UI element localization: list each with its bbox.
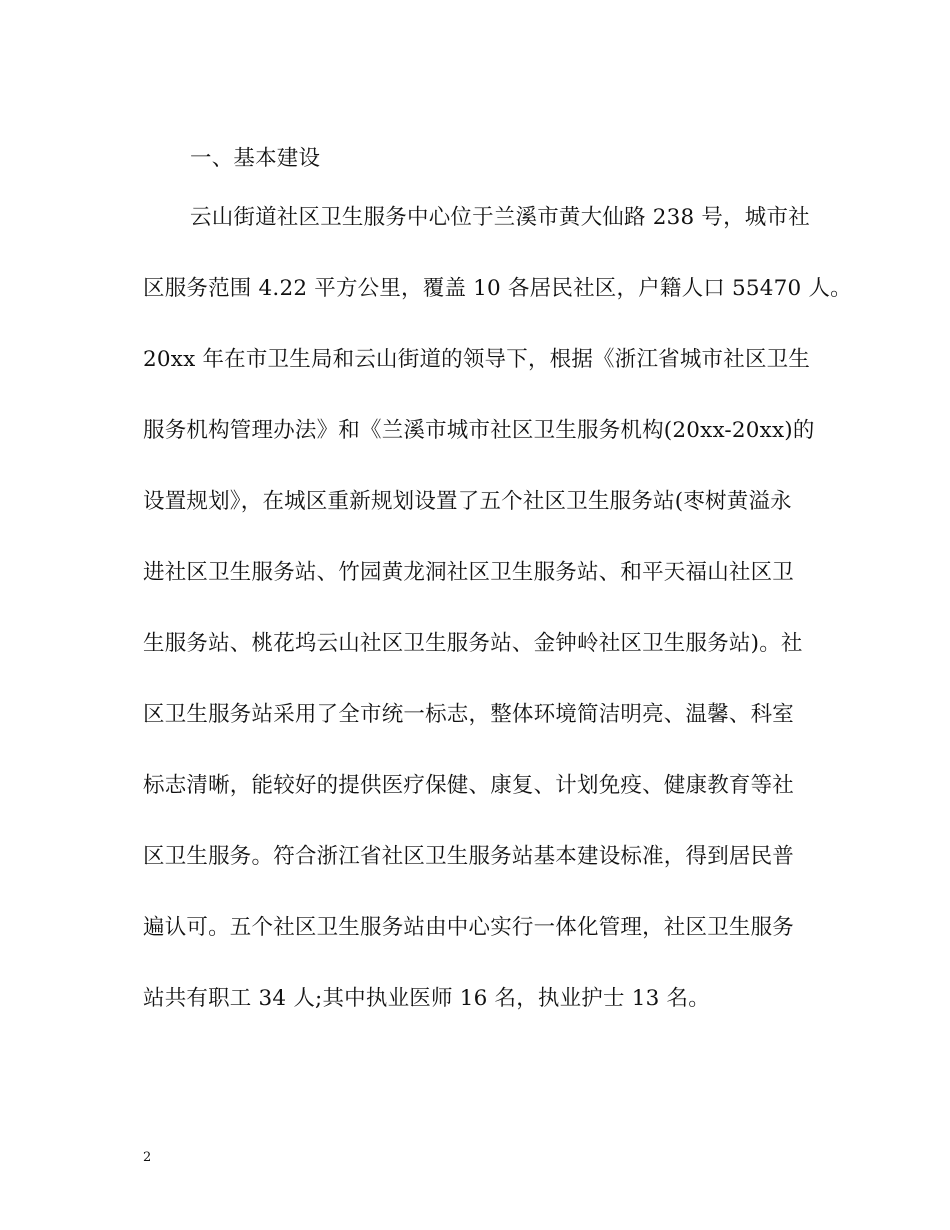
paragraph-line: 设置规划》，在城区重新规划设置了五个社区卫生服务站(枣树黄溢永 [143, 489, 792, 514]
paragraph-line: 区卫生服务。符合浙江省社区卫生服务站基本建设标准，得到居民普 [143, 844, 795, 869]
paragraph-line: 服务机构管理办法》和《兰溪市城市社区卫生服务机构(20xx-20xx)的 [143, 418, 815, 443]
paragraph-line: 云山街道社区卫生服务中心位于兰溪市黄大仙路 238 号，城市社 [190, 205, 810, 230]
paragraph-line: 站共有职工 34 人;其中执业医师 16 名，执业护士 13 名。 [143, 986, 710, 1011]
section-heading: 一、基本建设 [190, 146, 321, 171]
paragraph-line: 进社区卫生服务站、竹园黄龙洞社区卫生服务站、和平天福山社区卫 [143, 560, 795, 585]
paragraph-line: 标志清晰，能较好的提供医疗保健、康复、计划免疫、健康教育等社 [143, 773, 795, 798]
paragraph-line: 区卫生服务站采用了全市统一标志，整体环境简洁明亮、温馨、科室 [143, 702, 795, 727]
paragraph-line: 20xx 年在市卫生局和云山街道的领导下，根据《浙江省城市社区卫生 [143, 347, 811, 372]
paragraph-line: 遍认可。五个社区卫生服务站由中心实行一体化管理，社区卫生服务 [143, 915, 795, 940]
paragraph-line: 生服务站、桃花坞云山社区卫生服务站、金钟岭社区卫生服务站)。社 [143, 631, 803, 656]
page-number: 2 [143, 1150, 152, 1165]
paragraph-line: 区服务范围 4.22 平方公里，覆盖 10 各居民社区，户籍人口 55470 人。 [143, 276, 852, 301]
